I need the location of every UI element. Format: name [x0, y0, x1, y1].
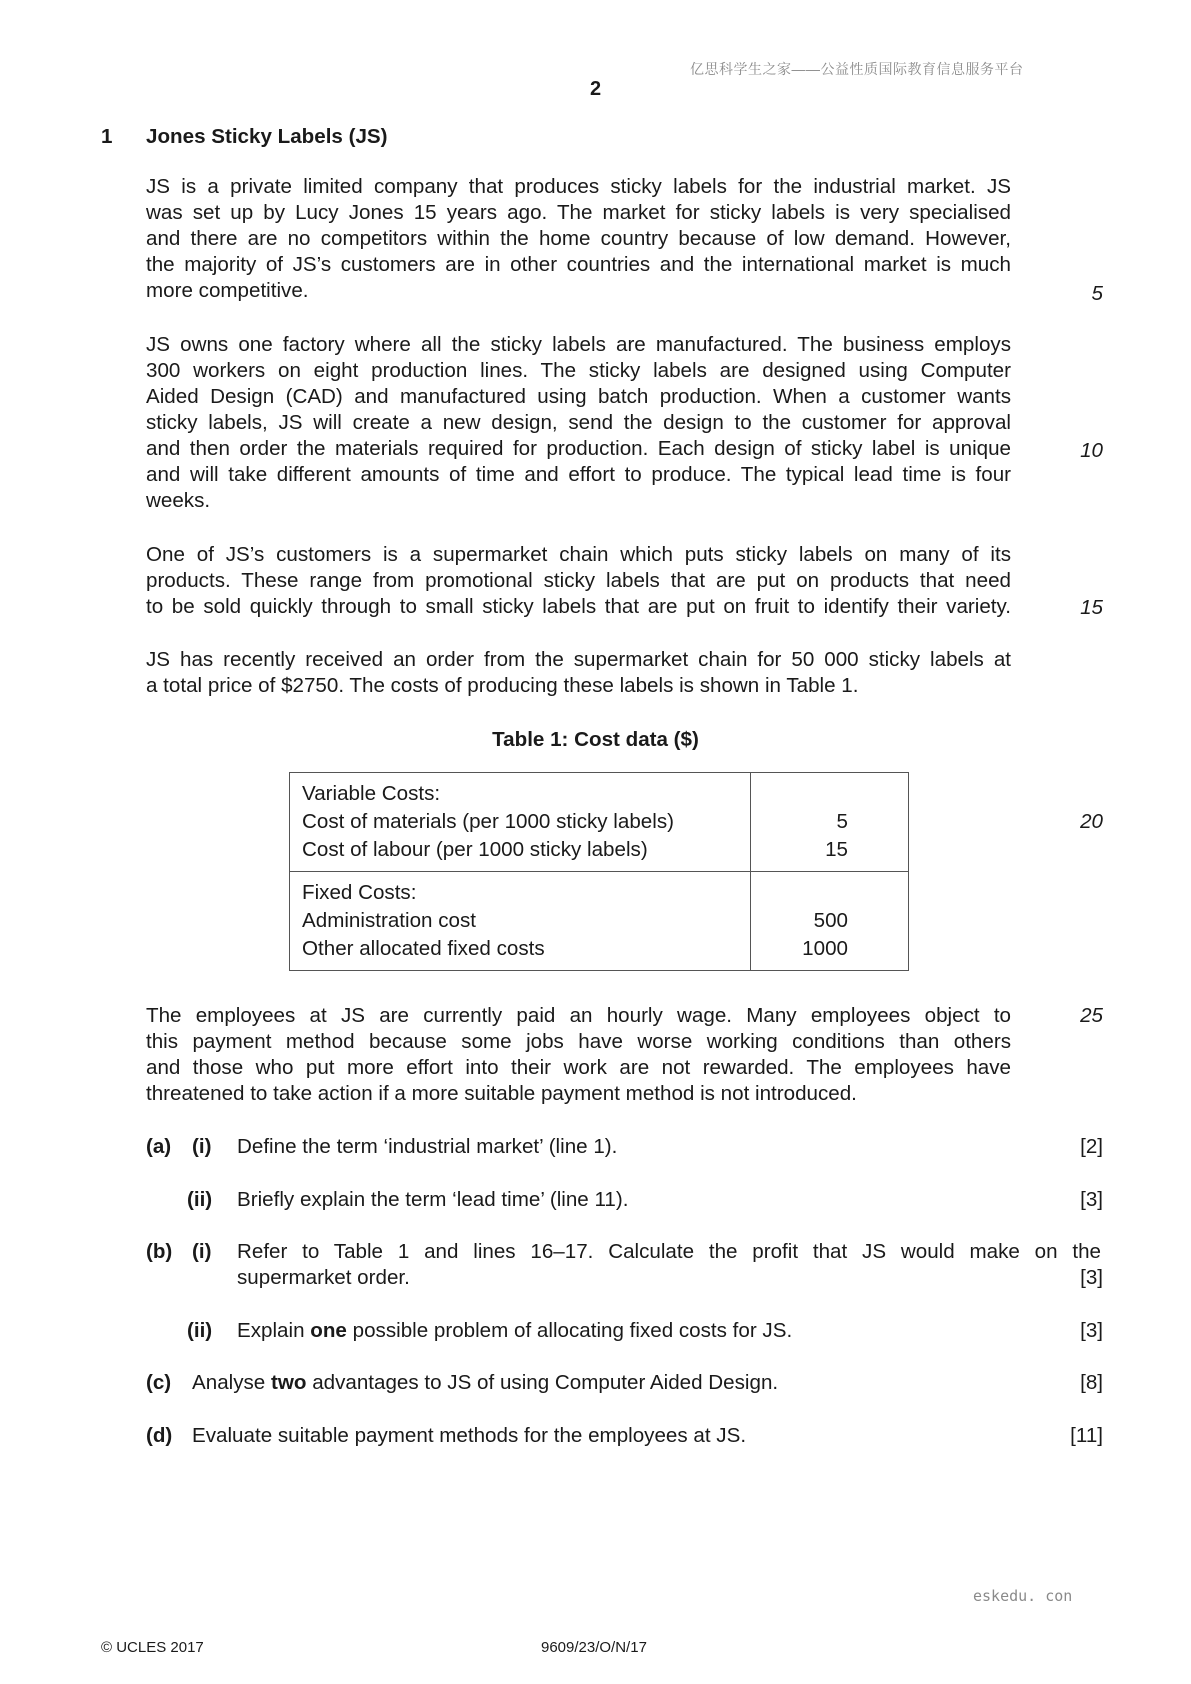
paragraph-line: threatened to take action if a more suitable payment method is not introduced. [146, 1082, 857, 1105]
question-a-ii-text: Briefly explain the term ‘lead time’ (line 11). [237, 1188, 629, 1211]
question-d-text: Evaluate suitable payment methods for the employees at JS. [192, 1424, 747, 1447]
paragraph-line: and then order the materials required for production. Each design of sticky label is unique [146, 437, 1011, 460]
subpart-label-a-i: (i) [192, 1135, 212, 1158]
marks-b-i: [3] [1080, 1266, 1103, 1289]
paragraph-line: One of JS’s customers is a supermarket chain which puts sticky labels on many of its [146, 543, 1011, 566]
paragraph-line: a total price of $2750. The costs of producing these labels is shown in Table 1. [146, 674, 859, 697]
table-cell-labels [290, 872, 751, 971]
marks-a-ii: [3] [1080, 1188, 1103, 1211]
question-a-i-text: Define the term ‘industrial market’ (line 1). [237, 1135, 618, 1158]
subpart-label-b-ii: (ii) [187, 1319, 213, 1342]
cost-value: 1000 [802, 937, 848, 960]
line-reference: 25 [1080, 1004, 1103, 1027]
subpart-label-a-ii: (ii) [187, 1188, 213, 1211]
part-label-b: (b) [146, 1240, 173, 1263]
question-title: Jones Sticky Labels (JS) [146, 125, 388, 148]
cost-data-table [289, 772, 909, 971]
section-heading: Variable Costs: [302, 782, 441, 805]
table-row [290, 872, 909, 971]
paragraph-line: more competitive. [146, 279, 309, 302]
table-cell-values [751, 872, 909, 971]
part-label-a: (a) [146, 1135, 172, 1158]
question-b-i-text-line1: Refer to Table 1 and lines 16–17. Calculate the profit that JS would make on the [237, 1240, 1101, 1263]
marks-d: [11] [1070, 1424, 1103, 1447]
footer-paper-code: 9609/23/O/N/17 [541, 1639, 647, 1656]
section-heading: Fixed Costs: [302, 881, 417, 904]
paragraph-4 [146, 647, 1011, 699]
paragraph-line: Aided Design (CAD) and manufactured using batch production. When a customer wants [146, 385, 1011, 408]
cost-label: Cost of labour (per 1000 sticky labels) [302, 838, 648, 861]
paragraph-line: and there are no competitors within the home country because of low demand. However, [146, 227, 1011, 250]
line-reference: 15 [1080, 596, 1103, 619]
paragraph-2 [146, 332, 1011, 514]
paragraph-1 [146, 174, 1011, 304]
paragraph-line: was set up by Lucy Jones 15 years ago. The market for sticky labels is very specialised [146, 201, 1011, 224]
paragraph-line: JS is a private limited company that produces sticky labels for the industrial market. JS [146, 175, 1011, 198]
question-c-text: Analyse two advantages to JS of using Computer Aided Design. [192, 1371, 779, 1394]
paragraph-line: this payment method because some jobs have worse working conditions than others [146, 1030, 1011, 1053]
paragraph-line: and will take different amounts of time and effort to produce. The typical lead time is four [146, 463, 1011, 486]
footer-watermark: eskedu. con [973, 1587, 1073, 1605]
marks-b-ii: [3] [1080, 1319, 1103, 1342]
part-label-c: (c) [146, 1371, 172, 1394]
header-watermark: 亿思科学生之家——公益性质国际教育信息服务平台 [690, 61, 1024, 77]
cost-value: 15 [825, 838, 848, 861]
paragraph-line: The employees at JS are currently paid an hourly wage. Many employees object to [146, 1004, 1011, 1027]
line-reference: 20 [1080, 810, 1103, 833]
subpart-label-b-i: (i) [192, 1240, 212, 1263]
paragraph-line: products. These range from promotional sticky labels that are put on products that need [146, 569, 1011, 592]
paragraph-3 [146, 542, 1011, 620]
paragraph-line: JS has recently received an order from the supermarket chain for 50 000 sticky labels at [146, 648, 1011, 671]
question-number: 1 [101, 125, 113, 148]
cost-label: Cost of materials (per 1000 sticky labels) [302, 810, 674, 833]
page-number: 2 [589, 78, 602, 100]
paragraph-line: JS owns one factory where all the sticky labels are manufactured. The business employs [146, 333, 1011, 356]
paragraph-line: weeks. [146, 489, 211, 512]
line-reference: 5 [1091, 282, 1103, 305]
paragraph-5 [146, 1003, 1011, 1107]
table-row [290, 773, 909, 872]
question-b-i-text-line2: supermarket order. [237, 1266, 410, 1289]
cost-value: 500 [813, 909, 848, 932]
cost-value: 5 [836, 810, 848, 833]
table-title: Table 1: Cost data ($) [492, 728, 699, 751]
paragraph-line: and those who put more effort into their work are not rewarded. The employees have [146, 1056, 1011, 1079]
cost-label: Other allocated fixed costs [302, 937, 545, 960]
part-label-d: (d) [146, 1424, 173, 1447]
paragraph-line: 300 workers on eight production lines. The sticky labels are designed using Computer [146, 359, 1011, 382]
paragraph-line: the majority of JS’s customers are in other countries and the international market is much [146, 253, 1011, 276]
footer-copyright: © UCLES 2017 [101, 1639, 204, 1656]
paragraph-line: to be sold quickly through to small sticky labels that are put on fruit to identify their variety. [146, 595, 1011, 618]
paragraph-line: sticky labels, JS will create a new design, send the design to the customer for approval [146, 411, 1011, 434]
line-reference: 10 [1080, 439, 1103, 462]
marks-a-i: [2] [1080, 1135, 1103, 1158]
table-cell-labels [290, 773, 751, 872]
cost-label: Administration cost [302, 909, 476, 932]
table-cell-values [751, 773, 909, 872]
question-b-ii-text: Explain one possible problem of allocating fixed costs for JS. [237, 1319, 793, 1342]
marks-c: [8] [1080, 1371, 1103, 1394]
